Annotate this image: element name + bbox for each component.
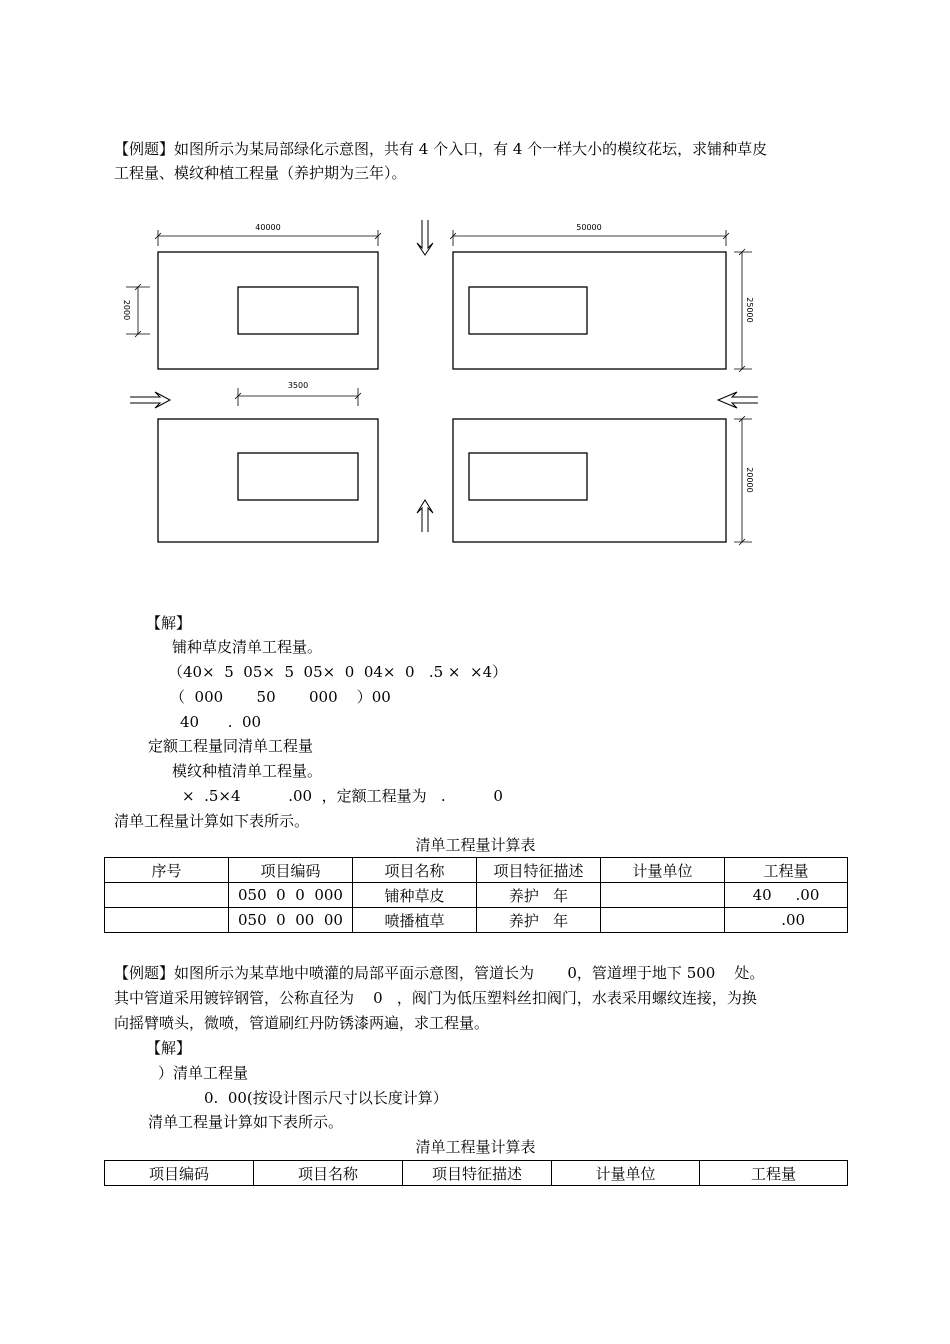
table-cell: 养护 年 — [477, 883, 601, 908]
table1-header: 项目特征描述 — [477, 858, 601, 883]
solution1-line3: （ 000 50 000 ）00 — [170, 688, 391, 706]
dim-top-left: 40000 — [255, 223, 281, 232]
table-cell: 40 .00 — [725, 883, 848, 908]
table-cell: .00 — [725, 908, 848, 933]
dim-top-right: 50000 — [576, 223, 602, 232]
table-cell: 050 0 00 00 — [229, 908, 353, 933]
entrance-arrow-top-icon — [417, 220, 433, 255]
dim-left: 2000 — [122, 299, 131, 321]
table-cell: 养护 年 — [477, 908, 601, 933]
greening-diagram — [110, 210, 790, 555]
example2-line3: 向摇臂喷头，微喷，管道刷红丹防锈漆两遍，求工程量。 — [114, 1014, 490, 1032]
table2-header: 项目名称 — [254, 1161, 403, 1186]
table2-header: 计量单位 — [552, 1161, 700, 1186]
table1-header: 序号 — [105, 858, 229, 883]
solution1-heading: 【解】 — [146, 614, 192, 632]
flower-bed-bottom-right — [469, 453, 587, 500]
flower-bed-top-left — [238, 287, 358, 334]
solution2-line3: 清单工程量计算如下表所示。 — [148, 1113, 344, 1131]
entrance-arrow-bottom-icon — [417, 500, 433, 532]
entrance-arrow-left-icon — [130, 392, 170, 408]
table1-header: 计量单位 — [601, 858, 725, 883]
example1-line2: 工程量、模纹种植工程量（养护期为三年）。 — [114, 164, 407, 182]
table-cell: 喷播植草 — [353, 908, 477, 933]
lawn-block-top-left — [158, 252, 378, 369]
lawn-block-top-right — [453, 252, 726, 369]
solution1-line7: × .5×4 .00 ，定额工程量为 . 0 — [182, 787, 503, 805]
table-cell — [105, 908, 229, 933]
table2-header: 项目编码 — [105, 1161, 254, 1186]
example1-line1: 【例题】如图所示为某局部绿化示意图，共有 4 个入口，有 4 个一样大小的模纹花坛，求铺种草皮 — [114, 140, 768, 158]
table2-title: 清单工程量计算表 — [415, 1138, 536, 1156]
table2-header: 工程量 — [700, 1161, 848, 1186]
entrance-arrow-right-icon — [718, 392, 758, 408]
table-cell: 050 0 0 000 — [229, 883, 353, 908]
table2 — [104, 1160, 848, 1186]
table1-header: 项目名称 — [353, 858, 477, 883]
solution1-line4: 40 . 00 — [180, 713, 262, 731]
table1-header: 项目编码 — [229, 858, 353, 883]
flower-bed-top-right — [469, 287, 587, 334]
table-cell — [105, 883, 229, 908]
lawn-block-bottom-left — [158, 419, 378, 542]
dim-right-top: 25000 — [745, 297, 754, 323]
table-cell — [601, 883, 725, 908]
table1 — [104, 857, 848, 933]
dim-middle: 3500 — [287, 381, 309, 390]
flower-bed-bottom-left — [238, 453, 358, 500]
solution1-line1: 铺种草皮清单工程量。 — [172, 638, 323, 656]
table-row — [105, 908, 848, 933]
table2-header-row — [105, 1161, 848, 1186]
table-cell — [601, 908, 725, 933]
table-cell: 铺种草皮 — [353, 883, 477, 908]
greening-diagram-svg — [110, 210, 790, 555]
solution2-line1: ）清单工程量 — [158, 1064, 249, 1082]
table-row — [105, 883, 848, 908]
dim-right-bottom: 20000 — [745, 467, 754, 493]
table2-header: 项目特征描述 — [403, 1161, 552, 1186]
example2-line1: 【例题】如图所示为某草地中喷灌的局部平面示意图，管道长为 0，管道埋于地下 500 处。 — [114, 964, 765, 982]
lawn-block-bottom-right — [453, 419, 726, 542]
solution2-heading: 【解】 — [146, 1039, 192, 1057]
solution1-line8: 清单工程量计算如下表所示。 — [114, 812, 310, 830]
solution2-line2: 0. 00(按设计图示尺寸以长度计算） — [204, 1089, 448, 1107]
solution1-line6: 模纹种植清单工程量。 — [172, 762, 323, 780]
solution1-line2: （40× 5 05× 5 05× 0 04× 0 .5 × ×4） — [168, 663, 508, 681]
example2-line2: 其中管道采用镀锌钢管，公称直径为 0 ，阀门为低压塑料丝扣阀门，水表采用螺纹连接，为换 — [114, 989, 757, 1007]
table1-header: 工程量 — [725, 858, 848, 883]
solution1-line5: 定额工程量同清单工程量 — [148, 737, 314, 755]
table1-title: 清单工程量计算表 — [415, 836, 536, 854]
table1-header-row — [105, 858, 848, 883]
